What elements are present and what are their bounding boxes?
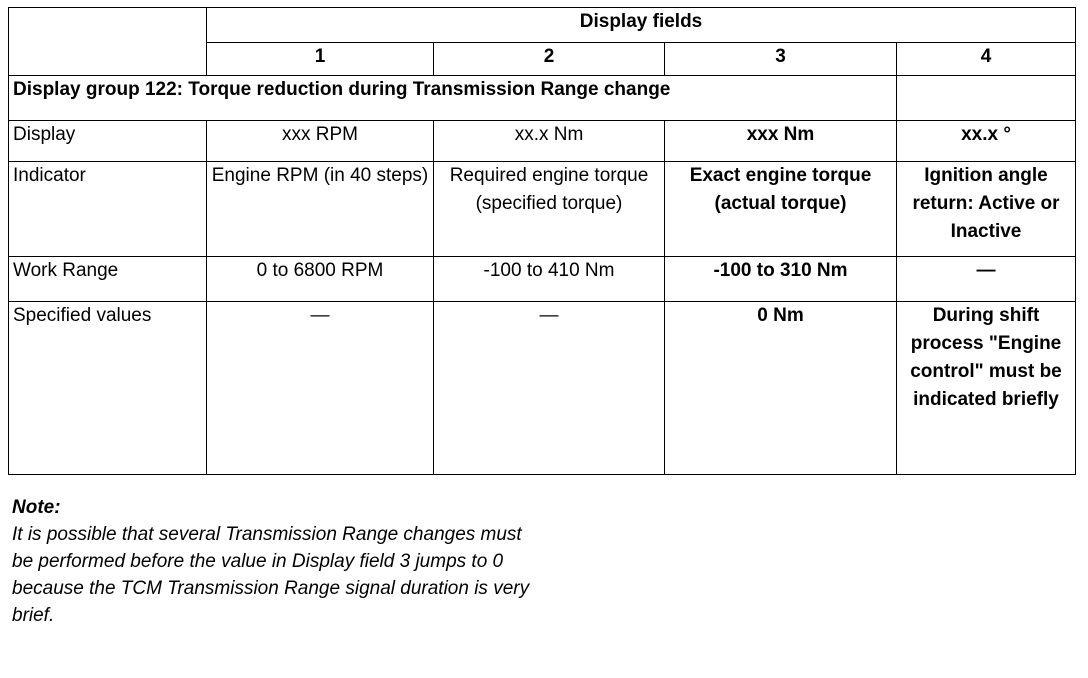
row-label-display: Display [9, 121, 207, 162]
note-block [12, 494, 532, 629]
note-title: Note: [12, 497, 61, 518]
cell-work-range-2: -100 to 410 Nm [434, 257, 665, 302]
field-number-1: 1 [207, 43, 434, 76]
cell-specified-1: — [207, 302, 434, 475]
field-number-4: 4 [897, 43, 1076, 76]
cell-specified-2: — [434, 302, 665, 475]
table-row [9, 162, 1076, 257]
cell-display-2: xx.x Nm [434, 121, 665, 162]
cell-display-3: xxx Nm [665, 121, 897, 162]
cell-specified-3: 0 Nm [665, 302, 897, 475]
field-number-2: 2 [434, 43, 665, 76]
cell-work-range-1: 0 to 6800 RPM [207, 257, 434, 302]
cell-indicator-1: Engine RPM (in 40 steps) [207, 162, 434, 257]
field-number-3: 3 [665, 43, 897, 76]
table-row [9, 121, 1076, 162]
group-empty-cell [897, 76, 1076, 121]
corner-cell [9, 8, 207, 76]
cell-indicator-2: Required engine torque (specified torque) [434, 162, 665, 257]
note-text: It is possible that several Transmission Range changes must be performed before the value in Display field 3 jumps to 0 because the TCM Transmission Range signal duration is very brief. [12, 524, 530, 626]
display-group-title: Display group 122: Torque reduction during Transmission Range change [9, 76, 897, 121]
display-group-table [8, 7, 1076, 475]
cell-work-range-3: -100 to 310 Nm [665, 257, 897, 302]
row-label-specified-values: Specified values [9, 302, 207, 475]
display-fields-header: Display fields [207, 8, 1076, 43]
cell-display-4: xx.x ° [897, 121, 1076, 162]
row-label-indicator: Indicator [9, 162, 207, 257]
cell-work-range-4: — [897, 257, 1076, 302]
cell-display-1: xxx RPM [207, 121, 434, 162]
cell-specified-4: During shift process "Engine control" must be indicated briefly [897, 302, 1076, 475]
row-label-work-range: Work Range [9, 257, 207, 302]
cell-indicator-3: Exact engine torque (actual torque) [665, 162, 897, 257]
table-row [9, 257, 1076, 302]
cell-indicator-4: Ignition angle return: Active or Inactive [897, 162, 1076, 257]
table-row [9, 302, 1076, 475]
